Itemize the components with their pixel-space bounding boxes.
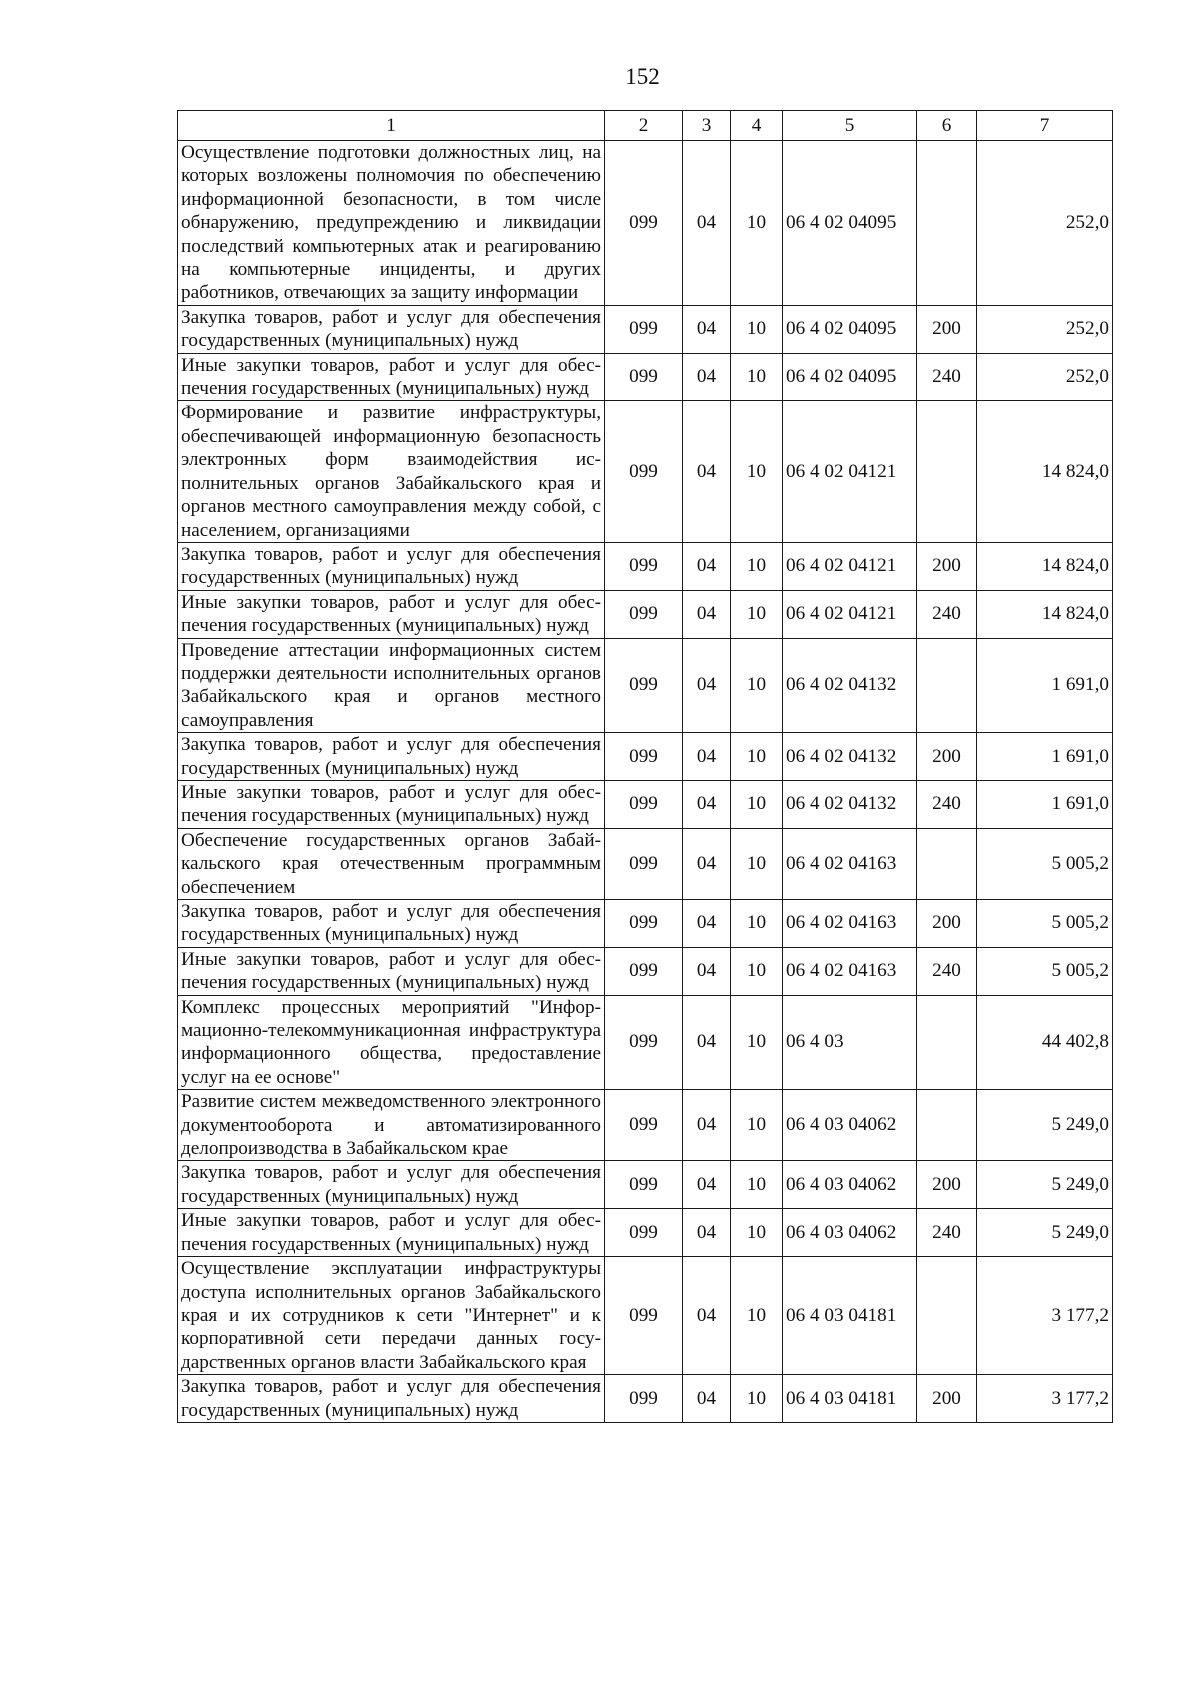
cell-target-article: 06 4 02 04132: [783, 638, 917, 733]
cell-section-code: 04: [683, 638, 731, 733]
cell-subsection-code: 10: [731, 1090, 783, 1161]
cell-amount: 1 691,0: [977, 733, 1113, 781]
column-header: 2: [605, 111, 683, 141]
cell-amount: 1 691,0: [977, 780, 1113, 828]
cell-target-article: 06 4 02 04121: [783, 590, 917, 638]
page-number: 152: [625, 64, 660, 89]
cell-amount: 5 249,0: [977, 1161, 1113, 1209]
budget-table: [177, 110, 1113, 1423]
cell-amount: 5 005,2: [977, 947, 1113, 995]
cell-section-code: 04: [683, 1090, 731, 1161]
cell-target-article: 06 4 02 04095: [783, 305, 917, 353]
cell-grbs-code: 099: [605, 401, 683, 542]
cell-section-code: 04: [683, 353, 731, 401]
cell-subsection-code: 10: [731, 590, 783, 638]
cell-grbs-code: 099: [605, 780, 683, 828]
cell-target-article: 06 4 03 04062: [783, 1161, 917, 1209]
header-row: [178, 111, 1113, 141]
cell-section-code: 04: [683, 1257, 731, 1375]
cell-section-code: 04: [683, 947, 731, 995]
cell-grbs-code: 099: [605, 733, 683, 781]
cell-target-article: 06 4 02 04132: [783, 780, 917, 828]
cell-name: Закупка товаров, работ и услуг для обеспечения государственных (муниципальных) нужд: [178, 900, 605, 948]
cell-grbs-code: 099: [605, 141, 683, 306]
cell-grbs-code: 099: [605, 828, 683, 899]
cell-target-article: 06 4 02 04095: [783, 353, 917, 401]
cell-expense-type: 200: [917, 733, 977, 781]
cell-subsection-code: 10: [731, 995, 783, 1090]
cell-name: Закупка товаров, работ и услуг для обеспечения государственных (муниципальных) нужд: [178, 1161, 605, 1209]
cell-grbs-code: 099: [605, 353, 683, 401]
cell-name: Проведение аттестации информационных систем поддержки деятельности исполнительных органов Забайкальского края и органов местного самоуправления: [178, 638, 605, 733]
column-header: 5: [783, 111, 917, 141]
cell-expense-type: [917, 401, 977, 542]
table-row: [178, 828, 1113, 899]
cell-amount: 5 005,2: [977, 828, 1113, 899]
cell-expense-type: [917, 1257, 977, 1375]
cell-grbs-code: 099: [605, 995, 683, 1090]
cell-amount: 1 691,0: [977, 638, 1113, 733]
cell-subsection-code: 10: [731, 1209, 783, 1257]
table-row: [178, 542, 1113, 590]
cell-expense-type: [917, 1090, 977, 1161]
cell-expense-type: [917, 828, 977, 899]
cell-subsection-code: 10: [731, 947, 783, 995]
cell-subsection-code: 10: [731, 542, 783, 590]
cell-amount: 252,0: [977, 353, 1113, 401]
cell-expense-type: 240: [917, 353, 977, 401]
cell-amount: 14 824,0: [977, 401, 1113, 542]
cell-subsection-code: 10: [731, 1161, 783, 1209]
cell-section-code: 04: [683, 401, 731, 542]
cell-grbs-code: 099: [605, 590, 683, 638]
cell-amount: 14 824,0: [977, 590, 1113, 638]
cell-subsection-code: 10: [731, 1375, 783, 1423]
cell-amount: 44 402,8: [977, 995, 1113, 1090]
cell-expense-type: 200: [917, 542, 977, 590]
cell-subsection-code: 10: [731, 733, 783, 781]
table-row: [178, 1257, 1113, 1375]
cell-name: Иные закупки товаров, работ и услуг для обеспечения государственных (муниципальных) нужд: [178, 947, 605, 995]
table-row: [178, 305, 1113, 353]
cell-expense-type: 240: [917, 590, 977, 638]
cell-section-code: 04: [683, 733, 731, 781]
cell-expense-type: 200: [917, 305, 977, 353]
table-row: [178, 590, 1113, 638]
cell-name: Осуществление подготовки должностных лиц, на которых возложены полномочия по обеспечению информационной безопасности, в том числе обнаружению, предупреждению и ликвидации последствий компьютерных атак и реагированию на компьютерные инциденты, и других работников, отвечающих за защиту информации: [178, 141, 605, 306]
cell-expense-type: [917, 995, 977, 1090]
cell-subsection-code: 10: [731, 1257, 783, 1375]
cell-target-article: 06 4 02 04121: [783, 542, 917, 590]
cell-grbs-code: 099: [605, 900, 683, 948]
cell-section-code: 04: [683, 780, 731, 828]
cell-section-code: 04: [683, 590, 731, 638]
cell-grbs-code: 099: [605, 1257, 683, 1375]
cell-target-article: 06 4 03 04181: [783, 1257, 917, 1375]
cell-section-code: 04: [683, 995, 731, 1090]
cell-amount: 3 177,2: [977, 1375, 1113, 1423]
cell-name: Иные закупки товаров, работ и услуг для обеспечения государственных (муниципальных) нужд: [178, 780, 605, 828]
cell-expense-type: 200: [917, 1161, 977, 1209]
cell-target-article: 06 4 03: [783, 995, 917, 1090]
column-header: 6: [917, 111, 977, 141]
cell-subsection-code: 10: [731, 353, 783, 401]
cell-target-article: 06 4 03 04181: [783, 1375, 917, 1423]
cell-grbs-code: 099: [605, 1161, 683, 1209]
cell-section-code: 04: [683, 305, 731, 353]
table-row: [178, 401, 1113, 542]
table-body: [178, 141, 1113, 1423]
cell-subsection-code: 10: [731, 828, 783, 899]
cell-grbs-code: 099: [605, 1209, 683, 1257]
table-row: [178, 1209, 1113, 1257]
cell-expense-type: 200: [917, 900, 977, 948]
cell-name: Формирование и развитие инфраструктуры, обеспечивающей информационную безопасность электронных форм взаимодействия исполнительных органов Забайкальского края и органов местного самоуправления между собой, с населением, организациями: [178, 401, 605, 542]
table-row: [178, 733, 1113, 781]
table-row: [178, 995, 1113, 1090]
cell-subsection-code: 10: [731, 780, 783, 828]
cell-target-article: 06 4 02 04132: [783, 733, 917, 781]
cell-section-code: 04: [683, 141, 731, 306]
cell-name: Закупка товаров, работ и услуг для обеспечения государственных (муниципальных) нужд: [178, 305, 605, 353]
table-row: [178, 947, 1113, 995]
cell-name: Закупка товаров, работ и услуг для обеспечения государственных (муниципальных) нужд: [178, 1375, 605, 1423]
cell-subsection-code: 10: [731, 141, 783, 306]
cell-name: Закупка товаров, работ и услуг для обеспечения государственных (муниципальных) нужд: [178, 733, 605, 781]
cell-expense-type: 240: [917, 1209, 977, 1257]
cell-target-article: 06 4 02 04163: [783, 947, 917, 995]
cell-grbs-code: 099: [605, 638, 683, 733]
cell-amount: 3 177,2: [977, 1257, 1113, 1375]
cell-name: Развитие систем межведомственного электронного документооборота и автоматизированного делопроизводства в Забайкальском крае: [178, 1090, 605, 1161]
cell-amount: 14 824,0: [977, 542, 1113, 590]
cell-name: Обеспечение государственных органов Забайкальского края отечественным программным обеспечением: [178, 828, 605, 899]
table-row: [178, 780, 1113, 828]
cell-amount: 5 249,0: [977, 1090, 1113, 1161]
cell-section-code: 04: [683, 542, 731, 590]
cell-section-code: 04: [683, 900, 731, 948]
cell-grbs-code: 099: [605, 542, 683, 590]
column-header: 7: [977, 111, 1113, 141]
cell-expense-type: 240: [917, 947, 977, 995]
cell-section-code: 04: [683, 1161, 731, 1209]
cell-target-article: 06 4 02 04163: [783, 900, 917, 948]
table-row: [178, 353, 1113, 401]
cell-expense-type: [917, 638, 977, 733]
column-header: 4: [731, 111, 783, 141]
cell-subsection-code: 10: [731, 638, 783, 733]
table-row: [178, 1161, 1113, 1209]
cell-amount: 252,0: [977, 141, 1113, 306]
cell-amount: 5 249,0: [977, 1209, 1113, 1257]
cell-target-article: 06 4 02 04163: [783, 828, 917, 899]
table-row: [178, 638, 1113, 733]
cell-name: Закупка товаров, работ и услуг для обеспечения государственных (муниципальных) нужд: [178, 542, 605, 590]
cell-expense-type: [917, 141, 977, 306]
cell-grbs-code: 099: [605, 305, 683, 353]
cell-amount: 252,0: [977, 305, 1113, 353]
column-header: 3: [683, 111, 731, 141]
cell-expense-type: 240: [917, 780, 977, 828]
cell-name: Иные закупки товаров, работ и услуг для обеспечения государственных (муниципальных) нужд: [178, 1209, 605, 1257]
table-row: [178, 900, 1113, 948]
cell-section-code: 04: [683, 828, 731, 899]
cell-target-article: 06 4 02 04121: [783, 401, 917, 542]
cell-target-article: 06 4 03 04062: [783, 1209, 917, 1257]
cell-target-article: 06 4 03 04062: [783, 1090, 917, 1161]
table-row: [178, 141, 1113, 306]
cell-subsection-code: 10: [731, 900, 783, 948]
cell-grbs-code: 099: [605, 1375, 683, 1423]
cell-name: Осуществление эксплуатации инфраструктуры доступа исполнительных органов Забайкальского края и их сотрудников к сети "Интернет" и к корпоративной сети передачи данных государственных органов власти Забайкальского края: [178, 1257, 605, 1375]
cell-section-code: 04: [683, 1209, 731, 1257]
cell-expense-type: 200: [917, 1375, 977, 1423]
cell-grbs-code: 099: [605, 947, 683, 995]
table-row: [178, 1090, 1113, 1161]
cell-name: Комплекс процессных мероприятий "Информационно-телекоммуникационная инфраструктура информационного общества, предоставление услуг на ее основе": [178, 995, 605, 1090]
cell-name: Иные закупки товаров, работ и услуг для обеспечения государственных (муниципальных) нужд: [178, 590, 605, 638]
cell-name: Иные закупки товаров, работ и услуг для обеспечения государственных (муниципальных) нужд: [178, 353, 605, 401]
cell-subsection-code: 10: [731, 305, 783, 353]
cell-section-code: 04: [683, 1375, 731, 1423]
column-header: 1: [178, 111, 605, 141]
table-row: [178, 1375, 1113, 1423]
cell-target-article: 06 4 02 04095: [783, 141, 917, 306]
cell-grbs-code: 099: [605, 1090, 683, 1161]
cell-subsection-code: 10: [731, 401, 783, 542]
cell-amount: 5 005,2: [977, 900, 1113, 948]
